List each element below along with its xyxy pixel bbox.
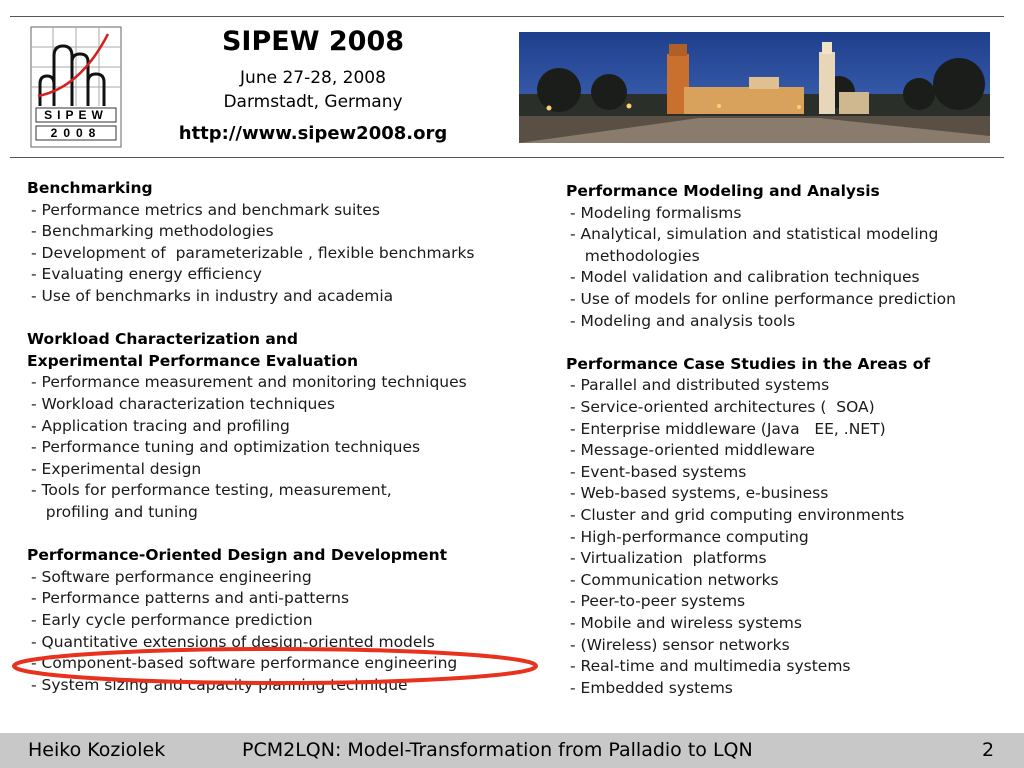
right_column-topic-item: methodologies — [570, 246, 700, 265]
right_column-section-heading: Performance Modeling and Analysis — [566, 182, 880, 200]
sipew-logo — [30, 26, 122, 148]
right_column-topic-item: - Parallel and distributed systems — [570, 376, 830, 395]
left_column-topic-item: - Benchmarking methodologies — [31, 222, 274, 241]
conference-url: http://www.sipew2008.org — [178, 123, 448, 144]
right_column-topic-item: - Virtualization platforms — [570, 549, 767, 568]
left_column-topic-item: - Tools for performance testing, measurement, — [31, 481, 392, 500]
darmstadt-photo — [519, 32, 990, 143]
header-rule — [10, 157, 1004, 158]
logo-line2: 2008 — [50, 126, 102, 140]
left_column-topic-item: - Use of benchmarks in industry and academia — [31, 287, 394, 305]
left_column-topic-item: - Performance measurement and monitoring techniques — [31, 373, 467, 392]
top-rule — [10, 16, 1004, 17]
right_column-topic-item: - Modeling formalisms — [570, 203, 742, 222]
conference-date: June 27-28, 2008 — [240, 68, 386, 88]
left_column-topic-item: - Quantitative extensions of design-oriented models — [31, 632, 435, 651]
right_column-topic-item: - Enterprise middleware (Java EE, .NET) — [570, 419, 886, 438]
left_column-topic-item: profiling and tuning — [31, 503, 198, 521]
left_column-topic-item: - Workload characterization techniques — [31, 395, 335, 413]
footer-author: Heiko Koziolek — [28, 739, 166, 761]
right_column-topic-item: - Model validation and calibration techniques — [570, 268, 920, 287]
conference-title: SIPEW 2008 — [221, 26, 405, 57]
left_column-topic-item: - Software performance engineering — [31, 567, 312, 586]
right_column-topic-item: - Peer-to-peer systems — [570, 592, 746, 611]
logo-line1: SIPEW — [44, 108, 108, 122]
right_column-topic-item: - Message-oriented middleware — [570, 441, 815, 460]
right_column-topic-item: - (Wireless) sensor networks — [570, 635, 790, 654]
highlight-oval — [10, 645, 540, 687]
left_column-topic-item: - Evaluating energy efficiency — [31, 265, 262, 284]
highlight-ellipse — [14, 649, 536, 683]
left_column-section-heading: Workload Characterization and — [27, 330, 298, 349]
right_column-topic-item: - Analytical, simulation and statistical modeling — [570, 225, 939, 244]
right_column-topic-item: - Embedded systems — [570, 678, 733, 697]
right_column-topic-item: - Web-based systems, e-business — [570, 484, 829, 503]
right_column-topic-item: - Event-based systems — [570, 462, 747, 481]
left_column-topic-item: - Development of parameterizable , flexible benchmarks — [31, 243, 475, 262]
right_column-topic-item: - Real-time and multimedia systems — [570, 657, 851, 676]
right_column-topic-item: - Modeling and analysis tools — [570, 311, 796, 330]
left_column-topic-item: - Component-based software performance engineering — [31, 654, 458, 673]
right_column-topic-item: - Mobile and wireless systems — [570, 614, 802, 632]
left_column-section-heading: Benchmarking — [27, 179, 153, 197]
right_column-topic-item: - Cluster and grid computing environments — [570, 506, 905, 524]
right_column-topic-item: - Service-oriented architectures ( SOA) — [570, 398, 875, 416]
left_column-topic-item: - Performance tuning and optimization techniques — [31, 438, 421, 457]
footer-page-number: 2 — [982, 739, 995, 761]
left_column-topic-item: - Early cycle performance prediction — [31, 611, 313, 629]
left_column-topic-item: - Experimental design — [31, 459, 202, 478]
left_column-topic-item: - Performance patterns and anti-patterns — [31, 589, 350, 608]
footer-title: PCM2LQN: Model-Transformation from Palladio to LQN — [242, 739, 753, 761]
right_column-topic-item: - High-performance computing — [570, 527, 809, 546]
right_column-topic-item: - Communication networks — [570, 570, 779, 589]
right_column-topic-item: - Use of models for online performance prediction — [570, 290, 956, 308]
left_column-section-heading: Performance-Oriented Design and Development — [27, 546, 448, 565]
footer-bar — [0, 733, 1024, 768]
left_column-topic-item: - Application tracing and profiling — [31, 416, 290, 435]
right_column-section-heading: Performance Case Studies in the Areas of — [566, 354, 931, 373]
left_column-section-heading: Experimental Performance Evaluation — [27, 351, 359, 370]
left_column-topic-item: - Performance metrics and benchmark suites — [31, 200, 380, 219]
left_column-topic-item: - System sizing and capacity planning technique — [31, 675, 408, 694]
conference-place: Darmstadt, Germany — [223, 92, 403, 112]
